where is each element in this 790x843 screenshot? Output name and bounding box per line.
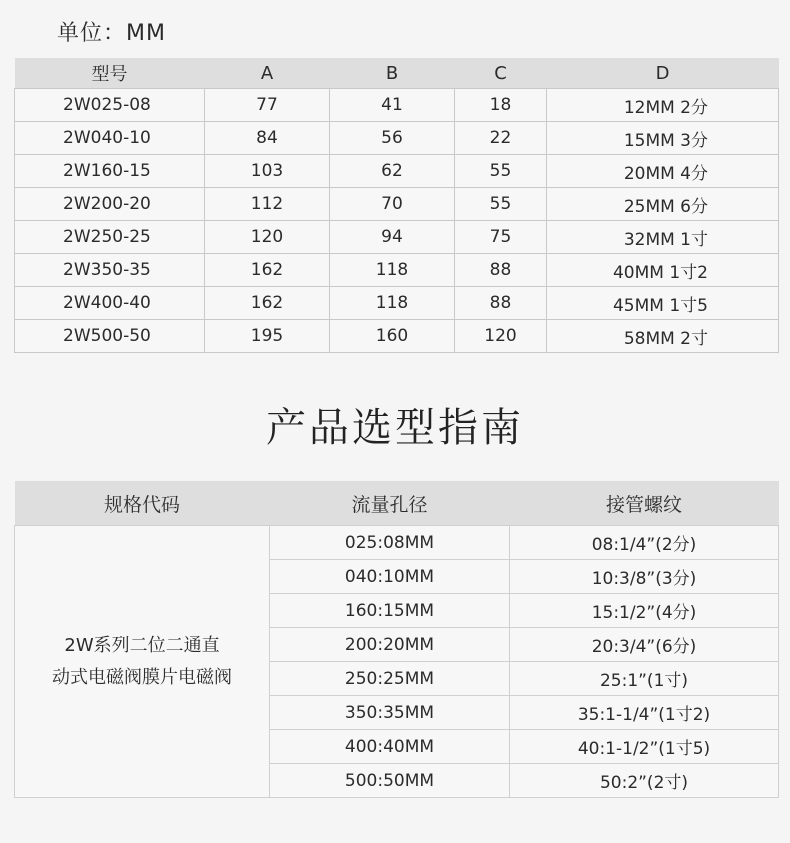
header-pipe-thread: 接管螺纹 [510,481,779,526]
unit-label: 单位：MM [57,21,166,46]
cell-a: 120 [205,221,330,254]
header-b: B [330,58,455,89]
cell-d: 15MM 3分 [547,122,779,155]
cell-flow-bore: 160:15MM [270,594,510,628]
cell-flow-bore: 500:50MM [270,764,510,798]
cell-c: 75 [455,221,547,254]
dimensions-header-row [15,58,779,89]
cell-a: 162 [205,254,330,287]
dimensions-table [14,58,779,353]
cell-b: 118 [330,254,455,287]
cell-a: 103 [205,155,330,188]
cell-model: 2W250-25 [15,221,205,254]
cell-c: 88 [455,287,547,320]
header-c: C [455,58,547,89]
header-d: D [547,58,779,89]
cell-flow-bore: 250:25MM [270,662,510,696]
table-row [15,221,779,254]
cell-flow-bore: 350:35MM [270,696,510,730]
cell-pipe-thread: 35:1-1/4”(1寸2) [510,696,779,730]
cell-b: 118 [330,287,455,320]
cell-flow-bore: 025:08MM [270,526,510,560]
cell-b: 70 [330,188,455,221]
cell-pipe-thread: 25:1”(1寸) [510,662,779,696]
cell-pipe-thread: 15:1/2”(4分) [510,594,779,628]
section-title: 产品选型指南 [266,405,524,451]
selection-guide-table [14,481,779,798]
cell-b: 62 [330,155,455,188]
cell-b: 56 [330,122,455,155]
table-row [15,155,779,188]
cell-d: 12MM 2分 [547,89,779,122]
cell-flow-bore: 400:40MM [270,730,510,764]
header-flow-bore: 流量孔径 [270,481,510,526]
cell-c: 18 [455,89,547,122]
cell-c: 55 [455,188,547,221]
cell-pipe-thread: 08:1/4”(2分) [510,526,779,560]
cell-pipe-thread: 40:1-1/2”(1寸5) [510,730,779,764]
cell-c: 120 [455,320,547,353]
cell-model: 2W040-10 [15,122,205,155]
cell-d: 40MM 1寸2 [547,254,779,287]
table-row [15,287,779,320]
cell-pipe-thread: 10:3/8”(3分) [510,560,779,594]
cell-c: 88 [455,254,547,287]
table-row [15,320,779,353]
table-row [15,89,779,122]
cell-d: 58MM 2寸 [547,320,779,353]
header-spec-code: 规格代码 [15,481,270,526]
cell-b: 41 [330,89,455,122]
cell-c: 22 [455,122,547,155]
cell-d: 25MM 6分 [547,188,779,221]
cell-model: 2W025-08 [15,89,205,122]
cell-model: 2W160-15 [15,155,205,188]
cell-d: 45MM 1寸5 [547,287,779,320]
cell-a: 77 [205,89,330,122]
cell-b: 94 [330,221,455,254]
cell-a: 162 [205,287,330,320]
cell-pipe-thread: 20:3/4”(6分) [510,628,779,662]
cell-b: 160 [330,320,455,353]
cell-a: 112 [205,188,330,221]
cell-a: 84 [205,122,330,155]
cell-model: 2W400-40 [15,287,205,320]
series-description-line1: 2W系列二位二通直 [64,634,220,656]
table-row [15,254,779,287]
series-description-line2: 动式电磁阀膜片电磁阀 [52,666,232,688]
cell-flow-bore: 200:20MM [270,628,510,662]
header-model: 型号 [15,58,205,89]
cell-model: 2W200-20 [15,188,205,221]
cell-model: 2W350-35 [15,254,205,287]
table-row [15,188,779,221]
cell-d: 20MM 4分 [547,155,779,188]
cell-a: 195 [205,320,330,353]
cell-c: 55 [455,155,547,188]
cell-d: 32MM 1寸 [547,221,779,254]
cell-pipe-thread: 50:2”(2寸) [510,764,779,798]
header-a: A [205,58,330,89]
table-row [15,122,779,155]
series-description [15,526,270,798]
cell-flow-bore: 040:10MM [270,560,510,594]
table-row [15,526,779,560]
cell-model: 2W500-50 [15,320,205,353]
guide-header-row [15,481,779,526]
